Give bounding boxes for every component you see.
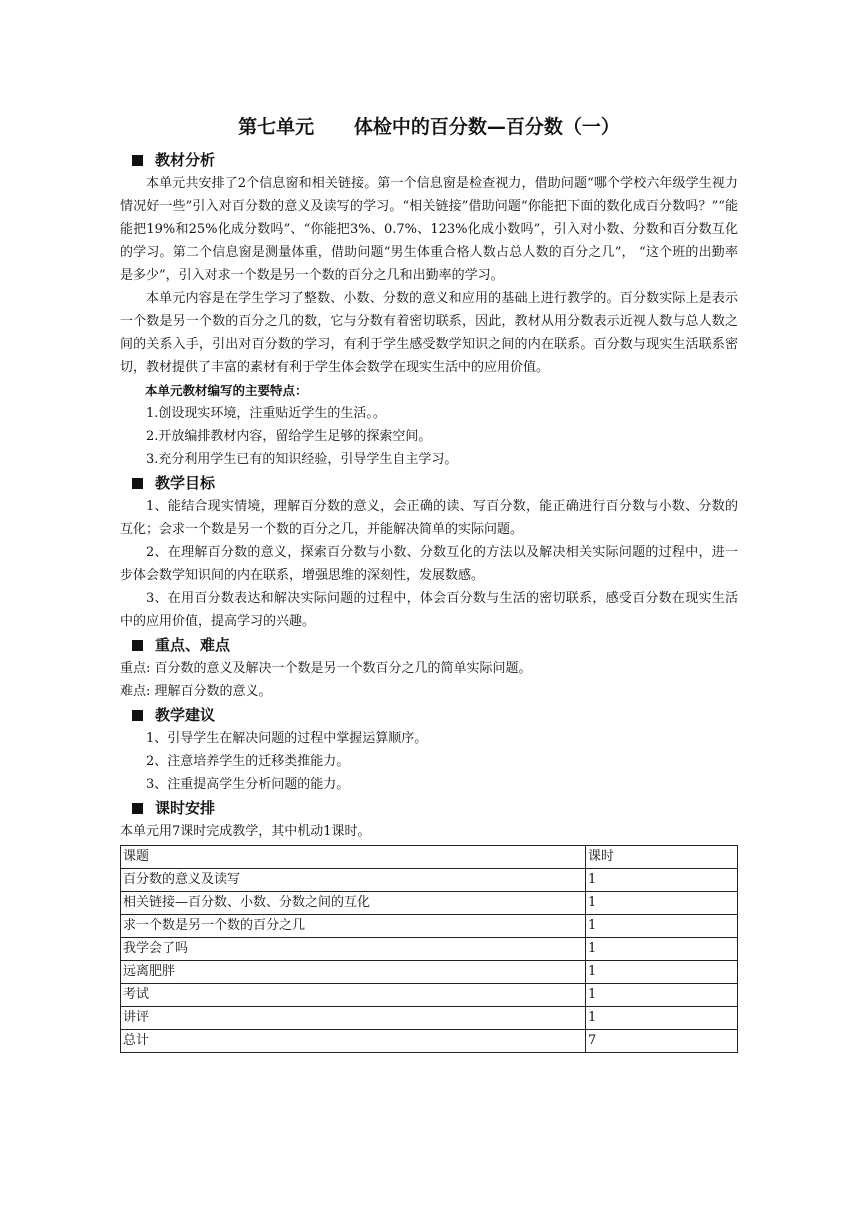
table-cell-topic: 考试 (121, 984, 586, 1007)
section-heading-suggestions (120, 703, 738, 727)
schedule-intro: 本单元用7课时完成教学，其中机动1课时。 (120, 824, 371, 839)
square-bullet-icon (132, 710, 143, 721)
feature-item: 1.创设现实环境，注重贴近学生的生活。。 (146, 406, 386, 421)
table-cell-topic: 求一个数是另一个数的百分之几 (121, 915, 586, 938)
suggestion-item: 3、注重提高学生分析问题的能力。 (146, 777, 350, 792)
schedule-table (120, 845, 738, 1053)
table-cell-hours: 1 (586, 915, 738, 938)
section-heading-label: 教学建议 (155, 706, 216, 724)
square-bullet-icon (132, 640, 143, 651)
square-bullet-icon (132, 155, 143, 166)
section-heading-analysis (120, 148, 738, 172)
table-header-row (121, 846, 738, 869)
table-cell-hours: 1 (586, 938, 738, 961)
table-row (121, 961, 738, 984)
table-row (121, 869, 738, 892)
table-cell-hours: 1 (586, 984, 738, 1007)
section-heading-label: 教学目标 (155, 474, 216, 492)
table-cell-topic: 我学会了吗 (121, 938, 586, 961)
table-row (121, 984, 738, 1007)
table-row (121, 1007, 738, 1030)
goal-item: 1、能结合现实情境，理解百分数的意义，会正确的读、写百分数，能正确进行百分数与小数、分数的互化；会求一个数是另一个数的百分之几，并能解决简单的实际问题。 (120, 499, 738, 537)
table-cell-hours: 1 (586, 961, 738, 984)
document-page (120, 112, 738, 1053)
suggestion-item: 1、引导学生在解决问题的过程中掌握运算顺序。 (146, 731, 428, 746)
section-heading-label: 教材分析 (155, 151, 216, 169)
key-point-text: 重点: 百分数的意义及解决一个数是另一个数百分之几的简单实际问题。 (120, 661, 532, 676)
square-bullet-icon (132, 803, 143, 814)
table-row (121, 915, 738, 938)
goal-item: 2、在理解百分数的意义，探索百分数与小数、分数互化的方法以及解决相关实际问题的过程中，进一步体会数学知识间的内在联系，增强思维的深刻性，发展数感。 (120, 545, 738, 583)
table-cell-topic: 百分数的意义及读写 (121, 869, 586, 892)
table-row (121, 892, 738, 915)
table-cell-topic: 总计 (121, 1030, 586, 1053)
goal-item: 3、在用百分数表达和解决实际问题的过程中，体会百分数与生活的密切联系，感受百分数在现实生活中的应用价值，提高学习的兴趣。 (120, 591, 738, 629)
section-heading-schedule (120, 796, 738, 820)
section-heading-label: 重点、难点 (155, 636, 231, 654)
table-cell-topic: 相关链接—百分数、小数、分数之间的互化 (121, 892, 586, 915)
page-title: 第七单元 体检中的百分数—百分数（一） (238, 116, 620, 138)
table-header-cell: 课时 (586, 846, 738, 869)
table-cell-hours: 7 (586, 1030, 738, 1053)
table-row-total (121, 1030, 738, 1053)
analysis-paragraph: 本单元共安排了2个信息窗和相关链接。第一个信息窗是检查视力，借助问题“哪个学校六年级学生视力情况好一些”引入对百分数的意义及读写的学习。“相关链接”借助问题“你能把下面的数化成百分数吗？”“能能把19%和25%化成分数吗”、“你能把3%、0.7%、123%化成小数吗”，引入对小数、分数和百分数互化的学习。第二个信息窗是测量体重，借助问题“男生体重合格人数占总人数的百分之几”， “这个班的出勤率是多少”，引入对求一个数是另一个数的百分之几和出勤率的学习。 (120, 176, 738, 283)
table-cell-topic: 远离肥胖 (121, 961, 586, 984)
feature-item: 2.开放编排教材内容，留给学生足够的探索空间。 (146, 429, 432, 444)
table-cell-hours: 1 (586, 892, 738, 915)
table-cell-hours: 1 (586, 869, 738, 892)
section-heading-goals (120, 471, 738, 495)
difficult-point-text: 难点: 理解百分数的意义。 (120, 684, 272, 699)
table-header-cell: 课题 (121, 846, 586, 869)
table-cell-hours: 1 (586, 1007, 738, 1030)
feature-item: 3.充分利用学生已有的知识经验，引导学生自主学习。 (146, 452, 458, 467)
suggestion-item: 2、注意培养学生的迁移类推能力。 (146, 754, 350, 769)
square-bullet-icon (132, 478, 143, 489)
table-cell-topic: 讲评 (121, 1007, 586, 1030)
section-heading-label: 课时安排 (155, 799, 216, 817)
analysis-paragraph: 本单元内容是在学生学习了整数、小数、分数的意义和应用的基础上进行教学的。百分数实际上是表示一个数是另一个数的百分之几的数，它与分数有着密切联系，因此，教材从用分数表示近视人数与总人数之间的关系入手，引出对百分数的学习，有利于学生感受数学知识之间的内在联系。百分数与现实生活联系密切，教材提供了丰富的素材有利于学生体会数学在现实生活中的应用价值。 (120, 291, 738, 375)
features-title: 本单元教材编写的主要特点： (145, 383, 308, 398)
section-heading-key-points (120, 633, 738, 657)
table-row (121, 938, 738, 961)
